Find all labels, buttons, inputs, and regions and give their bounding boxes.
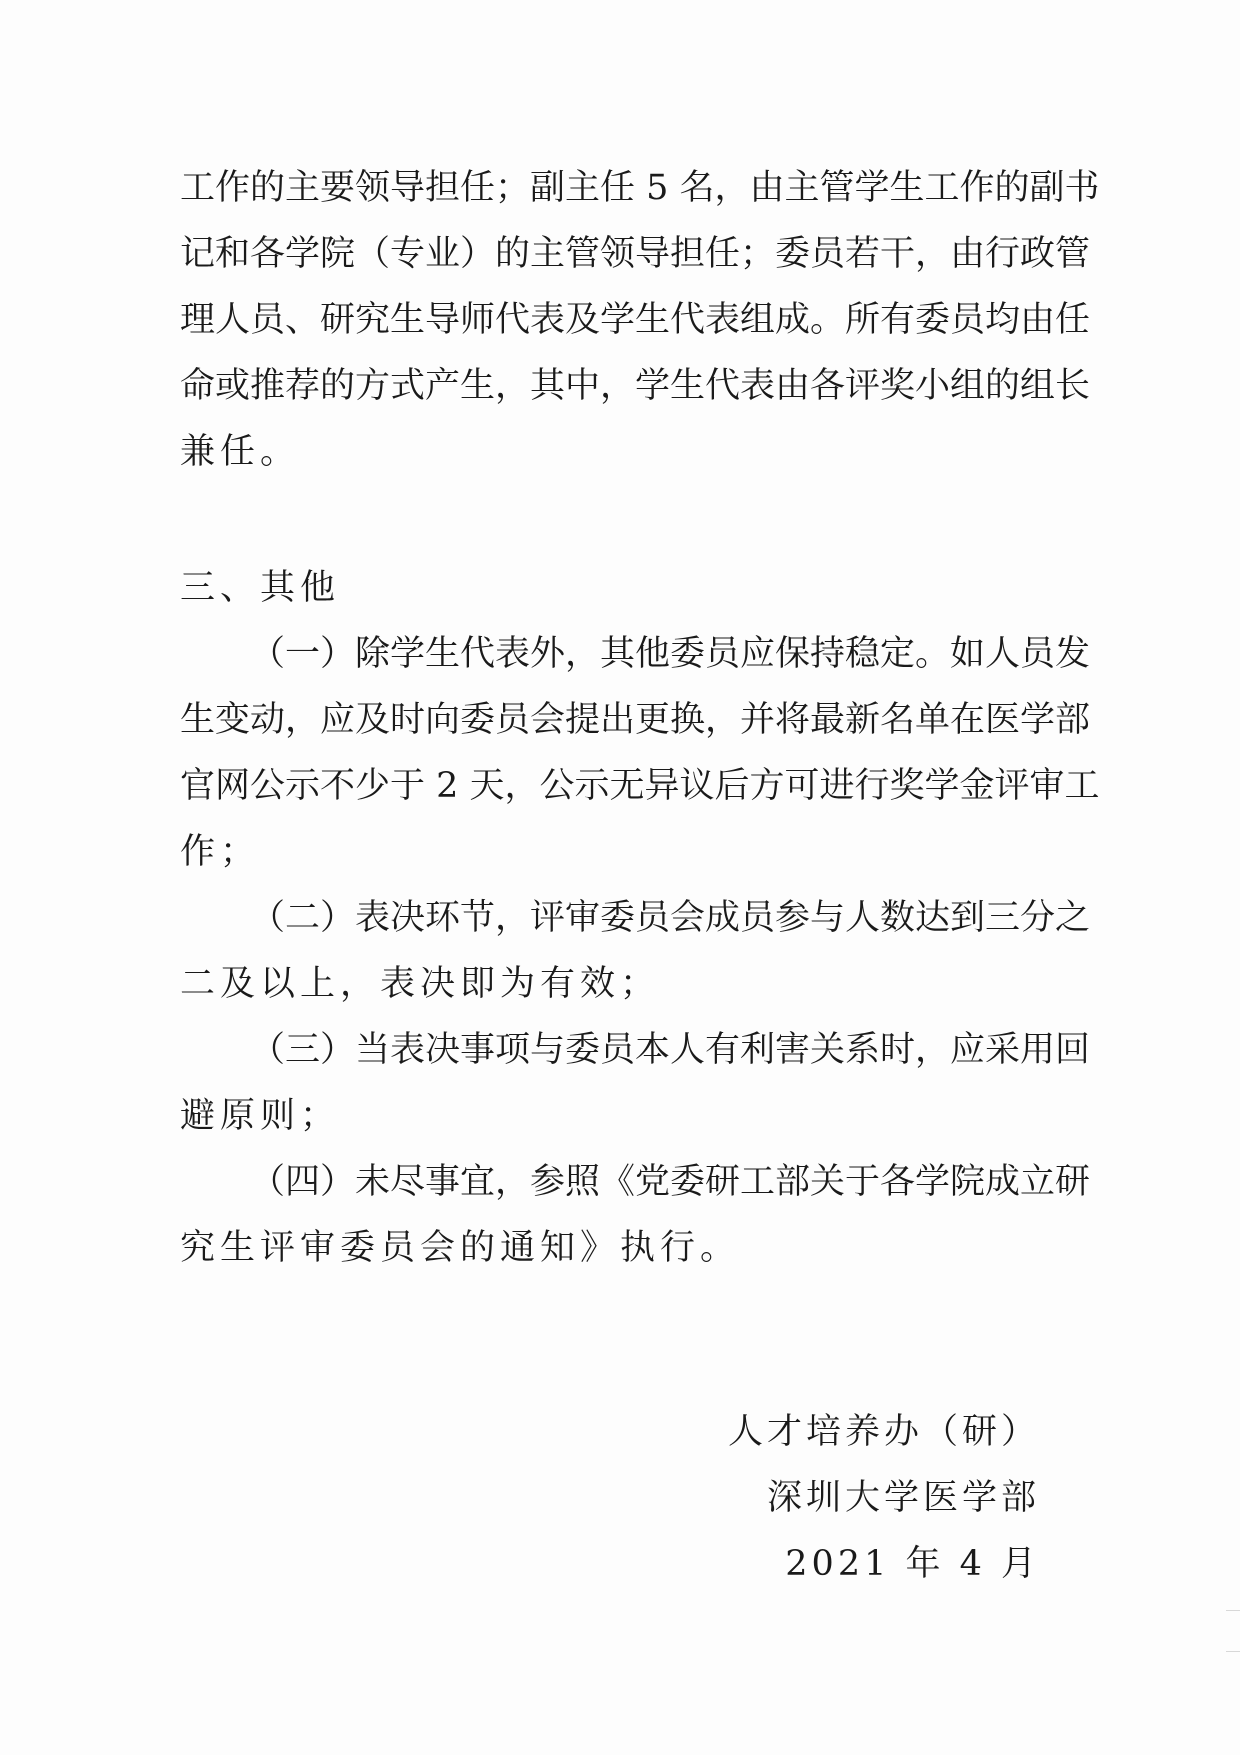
item-4-line-1: （四）未尽事宜，参照《党委研工部关于各学院成立研: [250, 1162, 1091, 1202]
section-3-heading: 三、其他: [180, 568, 341, 608]
paragraph-1-line-2: 记和各学院（专业）的主管领导担任；委员若干，由行政管: [180, 234, 1091, 274]
item-1-line-1: （一）除学生代表外，其他委员应保持稳定。如人员发: [250, 634, 1091, 674]
item-2-line-1: （二）表决环节，评审委员会成员参与人数达到三分之: [250, 898, 1091, 938]
item-2-line-2: 二及以上，表决即为有效；: [180, 964, 661, 1004]
page-edge-mark: [1226, 1610, 1240, 1652]
paragraph-1-line-5: 兼任。: [180, 432, 301, 472]
signature-organization: 深圳大学医学部: [766, 1478, 1040, 1518]
item-1-line-4: 作；: [180, 832, 261, 872]
item-3-line-1: （三）当表决事项与委员本人有利害关系时，应采用回: [250, 1030, 1091, 1070]
item-3-line-2: 避原则；: [180, 1096, 341, 1136]
paragraph-1-line-1: 工作的主要领导担任；副主任 5 名，由主管学生工作的副书: [180, 168, 1100, 208]
paragraph-1-line-3: 理人员、研究生导师代表及学生代表组成。所有委员均由任: [180, 300, 1091, 340]
item-1-line-2: 生变动，应及时向委员会提出更换，并将最新名单在医学部: [180, 700, 1091, 740]
item-1-line-3: 官网公示不少于 2 天，公示无异议后方可进行奖学金评审工: [180, 766, 1100, 806]
paragraph-1-line-4: 命或推荐的方式产生，其中，学生代表由各评奖小组的组长: [180, 366, 1091, 406]
signature-date: 2021 年 4 月: [785, 1544, 1040, 1584]
item-4-line-2: 究生评审委员会的通知》执行。: [180, 1228, 741, 1268]
signature-office: 人才培养办（研）: [727, 1412, 1040, 1452]
